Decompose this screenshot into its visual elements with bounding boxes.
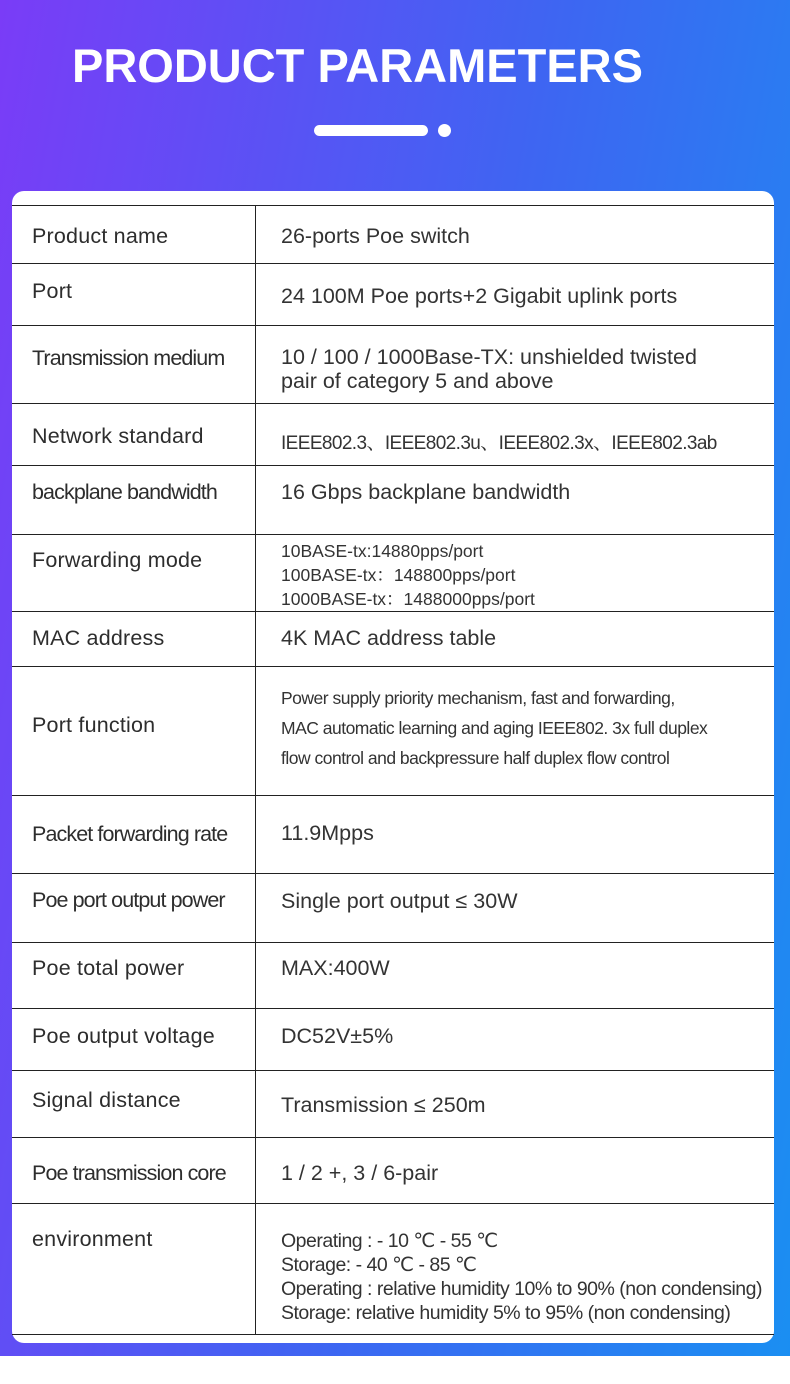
parameters-table: [12, 205, 774, 1335]
row-value: MAC automatic learning and aging IEEE802. 3x full duplex: [281, 718, 708, 738]
row-value: Power supply priority mechanism, fast and forwarding,: [281, 688, 675, 708]
row-label: Network standard: [32, 424, 204, 448]
row-value: 11.9Mpps: [281, 821, 374, 845]
row-value: 16 Gbps backplane bandwidth: [281, 480, 571, 504]
row-value: 26-ports Poe switch: [281, 224, 470, 248]
row-value: Operating : relative humidity 10% to 90% (non condensing): [281, 1278, 762, 1300]
row-value: Storage: relative humidity 5% to 95% (non condensing): [281, 1302, 731, 1324]
table-row: [12, 1138, 774, 1204]
row-label: Port: [32, 279, 73, 303]
parameters-card: [12, 191, 774, 1343]
row-label: Poe transmission core: [32, 1161, 226, 1185]
row-label: environment: [32, 1227, 153, 1251]
table-row: [12, 404, 774, 466]
bottom-strip: [0, 1356, 790, 1384]
row-label: Transmission medium: [32, 346, 225, 370]
table-row: [12, 796, 774, 874]
row-value: MAX:400W: [281, 956, 390, 980]
table-row: [12, 206, 774, 264]
row-value: Operating : - 10 ℃ - 55 ℃: [281, 1230, 498, 1252]
row-label: Poe port output power: [32, 888, 225, 912]
row-value: Single port output ≤ 30W: [281, 889, 518, 913]
row-label: Port function: [32, 713, 156, 737]
row-label: Signal distance: [32, 1088, 181, 1112]
row-label: backplane bandwidth: [32, 480, 217, 504]
table-row: [12, 874, 774, 943]
row-value: 10 / 100 / 1000Base-TX: unshielded twisted: [281, 345, 697, 369]
table-row: [12, 1071, 774, 1138]
table-row: [12, 535, 774, 612]
row-label: MAC address: [32, 626, 165, 650]
table-row: [12, 326, 774, 404]
row-value: IEEE802.3、IEEE802.3u、IEEE802.3x、IEEE802.3ab: [281, 433, 717, 454]
row-label: Packet forwarding rate: [32, 822, 228, 846]
row-label: Poe output voltage: [32, 1024, 215, 1048]
row-value: Transmission ≤ 250m: [281, 1093, 486, 1117]
row-value: Storage: - 40 ℃ - 85 ℃: [281, 1254, 477, 1276]
row-label: Poe total power: [32, 956, 185, 980]
table-row: [12, 1009, 774, 1071]
page-title: PRODUCT PARAMETERS: [72, 39, 643, 92]
row-value: flow control and backpressure half duplex flow control: [281, 748, 670, 768]
table-row: [12, 1204, 774, 1335]
row-value: 10BASE-tx:14880pps/port: [281, 541, 484, 561]
row-value: pair of category 5 and above: [281, 369, 554, 393]
row-value: DC52V±5%: [281, 1024, 394, 1048]
row-label: Product name: [32, 224, 169, 248]
table-row: [12, 264, 774, 326]
row-value: 24 100M Poe ports+2 Gigabit uplink ports: [281, 284, 678, 308]
row-label: Forwarding mode: [32, 548, 203, 572]
row-value: 100BASE-tx：148800pps/port: [281, 565, 516, 585]
table-row: [12, 667, 774, 796]
row-value: 1 / 2 +, 3 / 6-pair: [281, 1161, 439, 1185]
table-row: [12, 612, 774, 667]
table-row: [12, 943, 774, 1009]
title-underline-bar: [314, 125, 428, 136]
row-value: 4K MAC address table: [281, 626, 497, 650]
row-value: 1000BASE-tx：1488000pps/port: [281, 589, 535, 609]
title-underline-dot: [438, 124, 451, 137]
table-row: [12, 466, 774, 535]
